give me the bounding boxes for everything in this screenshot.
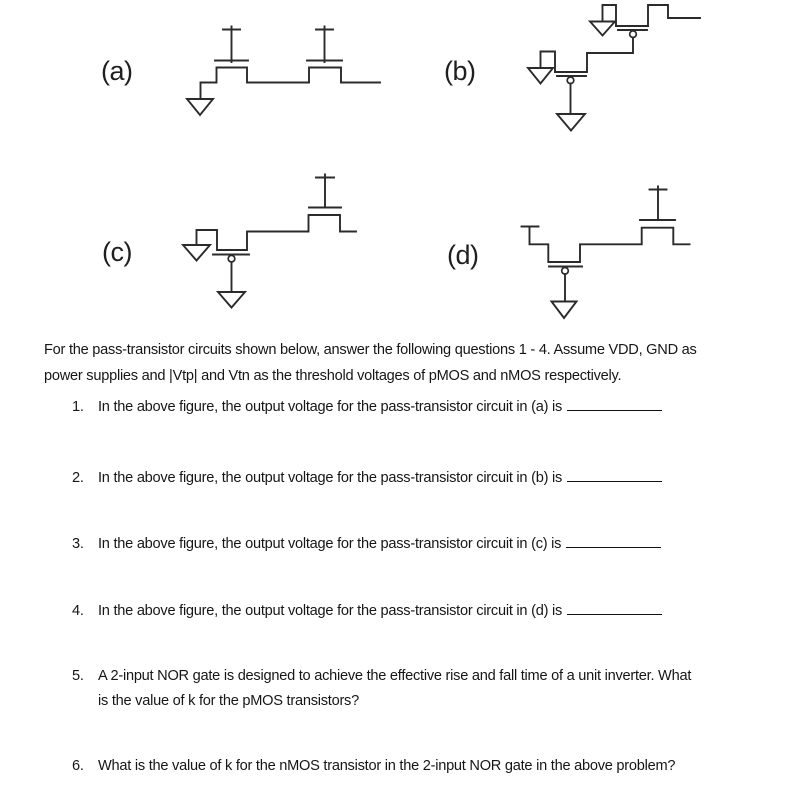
answer-blank bbox=[566, 532, 661, 548]
question-number: 4. bbox=[72, 603, 84, 619]
question-number: 6. bbox=[72, 758, 84, 774]
circuit-c-diagram bbox=[183, 175, 356, 308]
circuit-d-diagram bbox=[522, 187, 690, 319]
pmos-bubble bbox=[562, 268, 569, 275]
pmos-bubble bbox=[228, 255, 235, 262]
question-text-content: In the above figure, the output voltage for the pass-transistor circuit in (d) is bbox=[98, 603, 563, 619]
pmos-bubble bbox=[630, 31, 637, 38]
ground-icon bbox=[590, 22, 615, 36]
question-text bbox=[98, 466, 662, 491]
question-text-content: In the above figure, the output voltage for the pass-transistor circuit in (a) is bbox=[98, 399, 563, 415]
ground-icon bbox=[552, 302, 577, 319]
question-text-content: What is the value of k for the nMOS transistor in the 2-input NOR gate in the above problem? bbox=[98, 758, 676, 774]
question-3 bbox=[72, 532, 661, 557]
answer-blank bbox=[567, 599, 662, 615]
ground-icon bbox=[218, 292, 245, 308]
question-text bbox=[98, 532, 661, 557]
intro-paragraph bbox=[44, 337, 697, 389]
circuit-c-wire bbox=[197, 215, 357, 250]
question-text bbox=[98, 664, 691, 714]
vdd-icon bbox=[650, 187, 667, 221]
pmos-bubble bbox=[567, 77, 574, 84]
question-text-content: In the above figure, the output voltage for the pass-transistor circuit in (c) is bbox=[98, 536, 562, 552]
figure-label-a: (a) bbox=[101, 56, 133, 86]
circuit-d-wire bbox=[530, 227, 690, 263]
question-5-line-2: is the value of k for the pMOS transistors? bbox=[98, 693, 359, 709]
question-5-line-1: A 2-input NOR gate is designed to achieve the effective rise and fall time of a unit inverter. What bbox=[98, 668, 692, 684]
circuit-a-wire bbox=[201, 68, 381, 100]
figure-label-c: (c) bbox=[102, 237, 132, 267]
vdd-icon bbox=[223, 27, 240, 63]
ground-icon bbox=[557, 114, 585, 131]
question-text-content: In the above figure, the output voltage for the pass-transistor circuit in (b) is bbox=[98, 470, 563, 486]
intro-line-2: power supplies and |Vtp| and Vtn as the threshold voltages of pMOS and nMOS respectively. bbox=[44, 368, 622, 384]
figure-label-b: (b) bbox=[444, 56, 476, 86]
answer-blank bbox=[567, 466, 662, 482]
vdd-icon bbox=[316, 175, 334, 208]
question-text bbox=[98, 599, 662, 624]
question-2 bbox=[72, 466, 662, 491]
circuit-diagrams bbox=[0, 0, 789, 335]
figure-label-d: (d) bbox=[447, 240, 479, 270]
question-text bbox=[98, 395, 662, 420]
question-1 bbox=[72, 395, 662, 420]
pass-transistor-figure bbox=[0, 0, 789, 335]
question-4 bbox=[72, 599, 662, 624]
answer-blank bbox=[567, 395, 662, 411]
question-5 bbox=[72, 664, 691, 714]
question-number: 3. bbox=[72, 536, 84, 552]
gate-to-mid-wire bbox=[587, 38, 633, 73]
intro-line-1: For the pass-transistor circuits shown below, answer the following questions 1 - 4. Assume VDD, GND as bbox=[44, 342, 697, 358]
circuit-a-diagram bbox=[187, 27, 380, 116]
ground-icon bbox=[183, 245, 210, 261]
question-number: 2. bbox=[72, 470, 84, 486]
circuit-b-diagram bbox=[528, 5, 700, 131]
ground-icon bbox=[187, 99, 213, 115]
question-text bbox=[98, 754, 675, 779]
question-number: 1. bbox=[72, 399, 84, 415]
ground-icon bbox=[528, 68, 553, 84]
circuit-b-output-wire bbox=[648, 5, 700, 26]
question-number: 5. bbox=[72, 668, 84, 684]
vdd-icon bbox=[316, 27, 333, 63]
question-6 bbox=[72, 754, 675, 779]
